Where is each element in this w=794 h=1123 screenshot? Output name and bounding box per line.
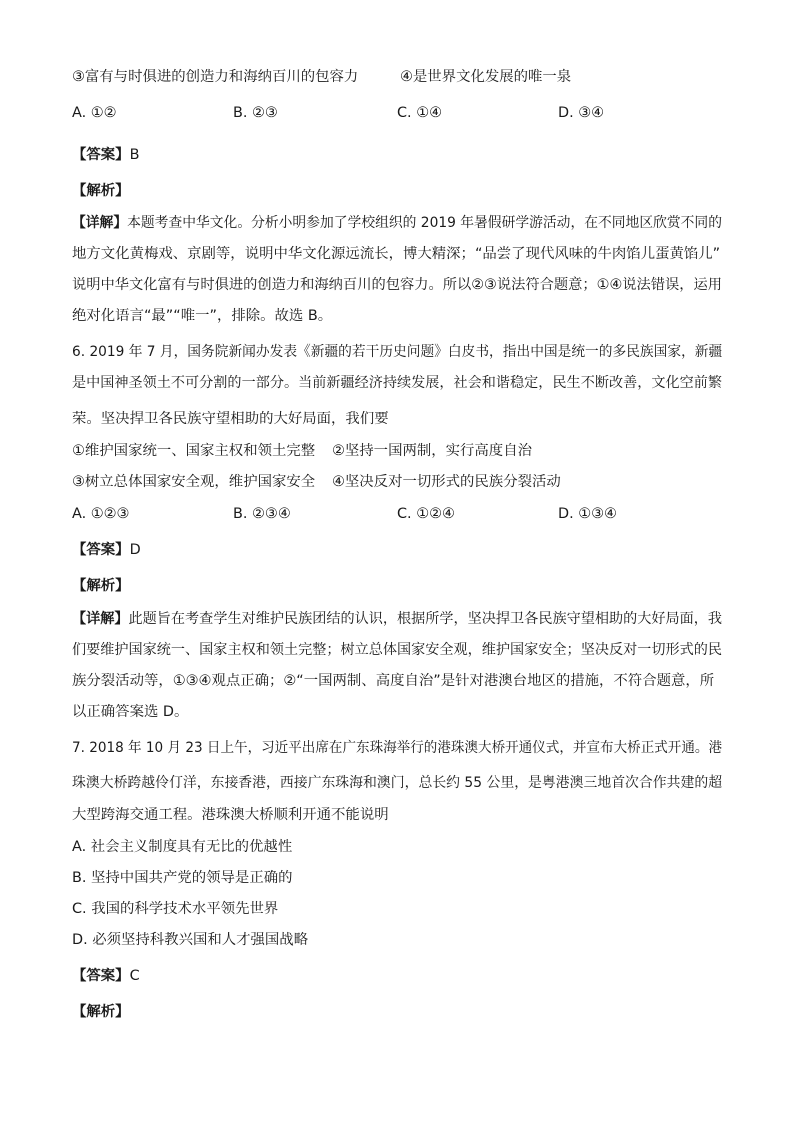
detail-text: 本题考查中华文化。分析小明参加了学校组织的 2019 年暑假研学游活动，在不同地区欣赏不同的: [127, 215, 722, 231]
q5-analysis-label: 【解析】: [72, 183, 130, 199]
q6-detail-line-1: [72, 610, 722, 628]
q6-option-b: B. ②③④: [233, 506, 291, 522]
q5-option-c: C. ①④: [397, 105, 442, 121]
q7-option-a: A. 社会主义制度具有无比的优越性: [72, 839, 293, 855]
q6-item-3: ③树立总体国家安全观，维护国家安全: [72, 474, 316, 490]
q7-answer: [72, 967, 140, 985]
q6-item-2: ②坚持一国两制，实行高度自治: [332, 443, 532, 459]
q7-analysis-label: 【解析】: [72, 1004, 130, 1020]
q5-item-4: ④是世界文化发展的唯一泉: [400, 69, 572, 85]
q7-option-b: B. 坚持中国共产党的领导是正确的: [72, 870, 293, 886]
detail-label: 【详解】: [72, 215, 128, 231]
q7-option-d: D. 必须坚持科教兴国和人才强国战略: [72, 932, 309, 948]
q6-stem-line-2: 是中国神圣领土不可分割的一部分。当前新疆经济持续发展，社会和谐稳定，民生不断改善，文化空前繁: [72, 375, 723, 391]
q7-stem-line-3: 大型跨海交通工程。港珠澳大桥顺利开通不能说明: [72, 807, 389, 823]
answer-label: 【答案】: [72, 542, 130, 558]
q6-item-4: ④坚决反对一切形式的民族分裂活动: [332, 474, 561, 490]
q6-detail-line-4: 以正确答案选 D。: [72, 704, 189, 720]
q6-answer: [72, 541, 141, 559]
q6-stem-line-1: 6. 2019 年 7 月，国务院新闻办发表《新疆的若干历史问题》白皮书，指出中国是统一的多民族国家，新疆: [72, 344, 723, 360]
answer-value: D: [129, 542, 141, 558]
q6-stem-line-3: 荣。坚决捍卫各民族守望相助的大好局面，我们要: [72, 411, 389, 427]
answer-label: 【答案】: [72, 968, 130, 984]
q6-detail-line-2: 们要维护国家统一、国家主权和领土完整；树立总体国家安全观，维护国家安全；坚决反对一切形式的民: [72, 642, 723, 658]
answer-value: C: [129, 968, 140, 984]
q5-option-a: A. ①②: [72, 105, 117, 121]
q6-option-c: C. ①②④: [397, 506, 455, 522]
q7-option-c: C. 我国的科学技术水平领先世界: [72, 901, 279, 917]
detail-text: 此题旨在考查学生对维护民族团结的认识，根据所学，坚决捍卫各民族守望相助的大好局面，我: [128, 611, 723, 627]
q5-answer: [72, 146, 139, 164]
q5-item-3: ③富有与时俱进的创造力和海纳百川的包容力: [72, 69, 359, 85]
q6-item-1: ①维护国家统一、国家主权和领土完整: [72, 443, 316, 459]
answer-value: B: [129, 147, 140, 163]
q5-option-b: B. ②③: [233, 105, 278, 121]
detail-label: 【详解】: [72, 611, 129, 627]
q5-detail-line-1: [72, 214, 722, 232]
q5-detail-line-3: 说明中华文化富有与时俱进的创造力和海纳百川的包容力。所以②③说法符合题意；①④说法错误，运用: [72, 277, 723, 293]
answer-label: 【答案】: [72, 147, 130, 163]
q5-detail-line-4: 绝对化语言“最”“唯一”，排除。故选 B。: [72, 308, 333, 324]
q5-detail-line-2: 地方文化黄梅戏、京剧等，说明中华文化源远流长，博大精深；“品尝了现代风味的牛肉馅儿蛋黄馅儿”: [72, 246, 721, 262]
q5-option-d: D. ③④: [558, 105, 605, 121]
q6-detail-line-3: 族分裂活动等，①③④观点正确；②“一国两制、高度自治”是针对港澳台地区的措施，不符合题意，所: [72, 673, 715, 689]
q6-option-d: D. ①③④: [558, 506, 617, 522]
q6-analysis-label: 【解析】: [72, 578, 130, 594]
q6-option-a: A. ①②③: [72, 506, 130, 522]
q7-stem-line-2: 珠澳大桥跨越伶仃洋，东接香港，西接广东珠海和澳门，总长约 55 公里，是粤港澳三地首次合作共建的超: [72, 775, 723, 791]
q7-stem-line-1: 7. 2018 年 10 月 23 日上午，习近平出席在广东珠海举行的港珠澳大桥开通仪式，并宣布大桥正式开通。港: [72, 740, 723, 756]
